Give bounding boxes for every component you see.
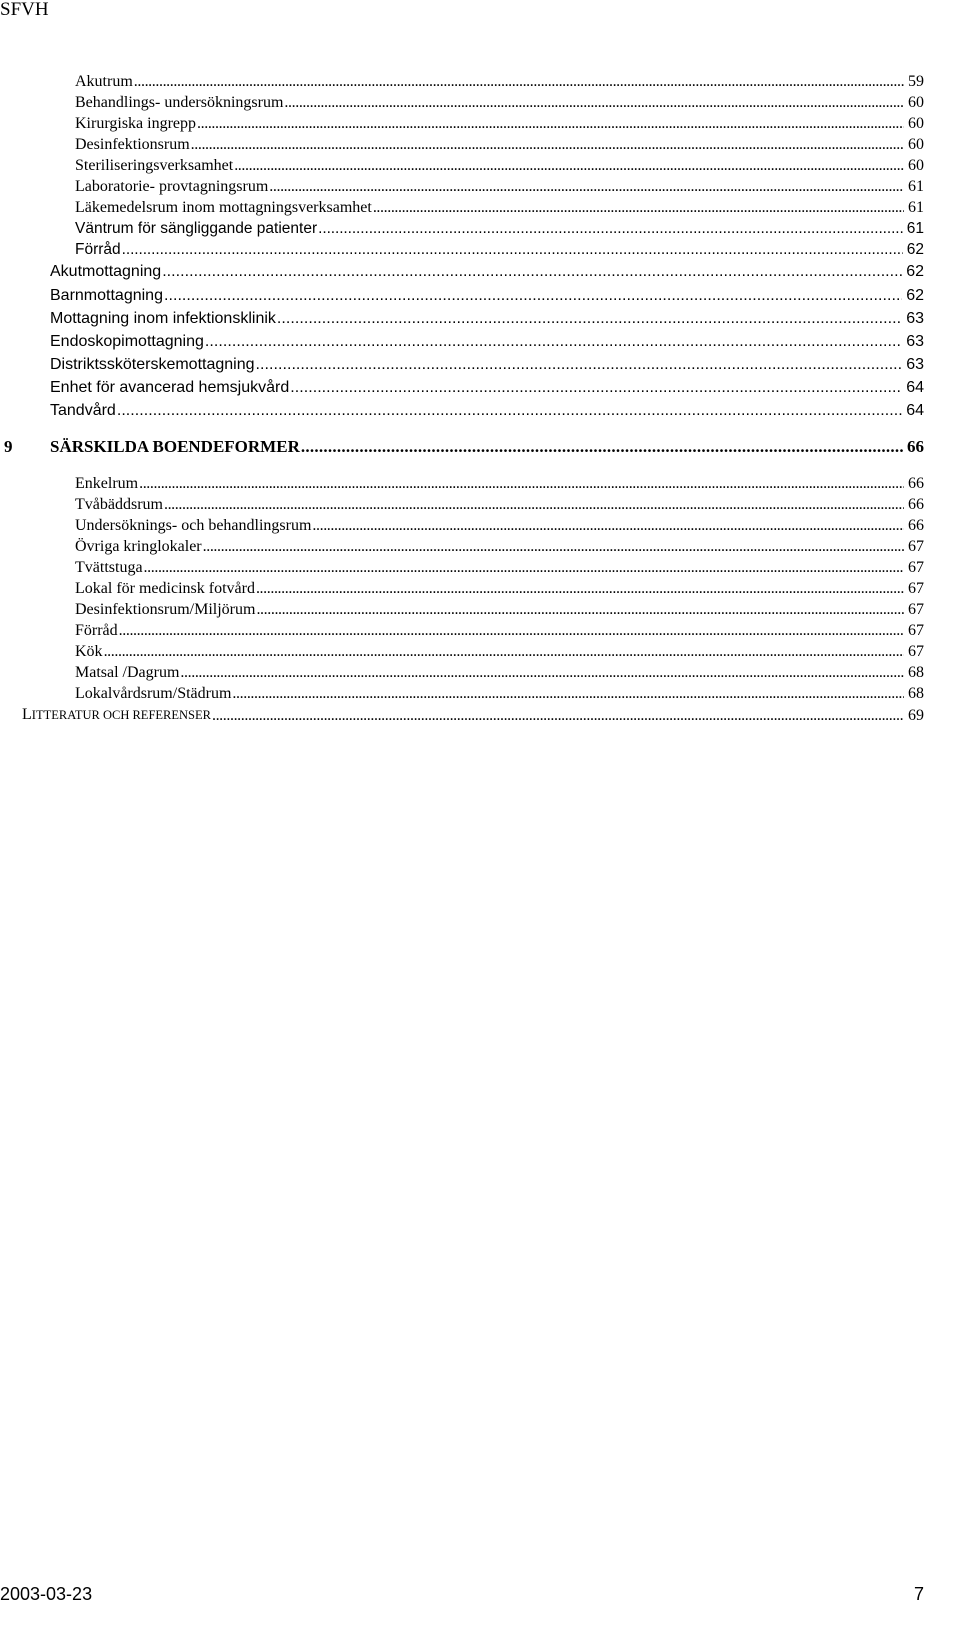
toc-entry-page: 67 [908, 538, 924, 555]
toc-leader-dots [255, 599, 904, 620]
toc-leader-dots [289, 377, 902, 399]
toc-label-rest: ITTERATUR OCH REFERENSER [31, 708, 211, 722]
toc-leader-dots [161, 261, 902, 283]
toc-entry-page: 67 [908, 622, 924, 639]
toc-entry-label [22, 704, 211, 726]
toc-entry[interactable] [75, 494, 924, 515]
toc-entry-label: Akutmottagning [50, 263, 162, 280]
toc-leader-dots [255, 578, 904, 599]
toc-entry[interactable] [75, 662, 924, 683]
toc-entry[interactable] [75, 473, 924, 494]
toc-entry-label: Desinfektionsrum/Miljörum [75, 601, 256, 618]
toc-leader-dots [276, 308, 902, 330]
toc-entry[interactable] [75, 536, 924, 557]
toc-entry-label: Distriktssköterskemottagning [50, 356, 255, 373]
toc-entry-label: Endoskopimottagning [50, 333, 204, 350]
toc-entry[interactable] [50, 354, 924, 376]
toc-entry-label: Tvåbäddsrum [75, 496, 163, 513]
toc-entry-label: Tandvård [50, 402, 116, 419]
toc-entry[interactable] [50, 400, 924, 422]
toc-entry-page: 69 [908, 707, 924, 724]
toc-leader-dots [283, 92, 904, 113]
footer-date: 2003-03-23 [0, 1584, 93, 1604]
toc-entry-label: Steriliseringsverksamhet [75, 157, 234, 174]
toc-entry[interactable] [75, 557, 924, 578]
toc-leader-dots [179, 662, 904, 683]
toc-leader-dots [190, 134, 904, 155]
toc-leader-dots [138, 473, 904, 494]
toc-leader-dots [143, 557, 904, 578]
footer-page-number: 7 [913, 1584, 924, 1604]
toc-leader-dots [133, 71, 904, 92]
toc-leader-dots [163, 285, 902, 307]
toc-label-initial: L [22, 706, 32, 723]
toc-entry[interactable] [75, 134, 924, 155]
toc-entry-label: Förråd [75, 622, 118, 639]
toc-entry-page: 64 [906, 402, 924, 419]
toc-chapter-label [4, 436, 300, 458]
toc-leader-dots [255, 354, 903, 376]
toc-entry-page: 61 [908, 199, 924, 216]
toc-entry-page: 60 [908, 115, 924, 132]
toc-leader-dots [116, 400, 902, 422]
toc-entry-page: 59 [908, 73, 924, 90]
toc-entry[interactable] [75, 683, 924, 704]
toc-entry[interactable] [75, 113, 924, 134]
toc-entry[interactable] [75, 620, 924, 641]
toc-leader-dots [196, 113, 904, 134]
toc-entry-label: Mottagning inom infektionsklinik [50, 310, 276, 327]
toc-entry-page: 62 [906, 263, 924, 280]
toc-entry-page: 60 [908, 94, 924, 111]
toc-chapter-heading[interactable] [4, 436, 924, 458]
toc-entry[interactable] [75, 239, 924, 260]
toc-entry-page: 67 [908, 601, 924, 618]
toc-entry-label: Övriga kringlokaler [75, 538, 202, 555]
toc-entry-page: 67 [908, 643, 924, 660]
toc-entry[interactable] [75, 176, 924, 197]
toc-entry-label: Laboratorie- provtagningsrum [75, 178, 269, 195]
toc-entry-page: 66 [908, 517, 924, 534]
toc-entry-label: Undersöknings- och behandlingsrum [75, 517, 312, 534]
toc-entry-page: 68 [908, 664, 924, 681]
toc-entry-page: 66 [908, 496, 924, 513]
toc-entry-page: 61 [908, 178, 924, 195]
toc-entry-page: 60 [908, 136, 924, 153]
toc-entry[interactable] [75, 71, 924, 92]
toc-entry-page: 68 [908, 685, 924, 702]
toc-chapter-number: 9 [4, 437, 13, 456]
toc-entry-page: 67 [908, 559, 924, 576]
toc-entry-page: 62 [906, 241, 924, 258]
toc-entry[interactable] [75, 641, 924, 662]
toc-entry-label: Akutrum [75, 73, 133, 90]
toc-entry-label: Enkelrum [75, 475, 139, 492]
toc-entry-label: Tvättstuga [75, 559, 143, 576]
toc-entry-page: 66 [908, 475, 924, 492]
toc-leader-dots [204, 331, 902, 353]
toc-entry[interactable] [50, 261, 924, 283]
toc-entry[interactable] [50, 331, 924, 353]
toc-entry[interactable] [75, 599, 924, 620]
toc-leader-dots [103, 641, 904, 662]
toc-leader-dots [372, 197, 904, 218]
toc-entry-page: 61 [906, 220, 924, 237]
toc-entry[interactable] [50, 308, 924, 330]
toc-entry[interactable] [75, 92, 924, 113]
toc-entry-page: 63 [906, 356, 924, 373]
toc-entry-label: Desinfektionsrum [75, 136, 190, 153]
toc-entry-label: Förråd [75, 241, 121, 258]
toc-entry-label: Enhet för avancerad hemsjukvård [50, 379, 290, 396]
toc-leader-dots [211, 705, 904, 726]
toc-entry-page: 63 [906, 333, 924, 350]
toc-entry-page: 66 [907, 437, 924, 456]
toc-leader-dots [268, 176, 904, 197]
toc-entry-label: Kök [75, 643, 103, 660]
toc-entry[interactable] [50, 377, 924, 399]
toc-entry-page: 60 [908, 157, 924, 174]
toc-leader-dots [163, 494, 904, 515]
table-of-contents [0, 0, 960, 760]
toc-entry-label: Matsal /Dagrum [75, 664, 180, 681]
toc-entry[interactable] [75, 155, 924, 176]
document-header: SFVH [0, 0, 49, 20]
toc-references-entry[interactable] [22, 705, 924, 726]
toc-entry-page: 62 [906, 287, 924, 304]
toc-entry[interactable] [75, 515, 924, 536]
toc-entry[interactable] [75, 197, 924, 218]
toc-entry-page: 64 [906, 379, 924, 396]
toc-leader-dots [121, 239, 903, 260]
toc-leader-dots [300, 436, 903, 458]
toc-entry-label: Väntrum för sängliggande patienter [75, 220, 318, 237]
toc-entry-label: Barnmottagning [50, 287, 163, 304]
toc-entry-label: Kirurgiska ingrepp [75, 115, 197, 132]
toc-leader-dots [317, 218, 903, 239]
toc-entry-label: Lokal för medicinsk fotvård [75, 580, 255, 597]
toc-entry-page: 67 [908, 580, 924, 597]
toc-chapter-title: SÄRSKILDA BOENDEFORMER [50, 437, 300, 456]
toc-leader-dots [231, 683, 904, 704]
toc-entry-page: 63 [906, 310, 924, 327]
toc-leader-dots [233, 155, 904, 176]
toc-entry-label: Behandlings- undersökningsrum [75, 94, 284, 111]
toc-entry[interactable] [50, 285, 924, 307]
toc-entry[interactable] [75, 578, 924, 599]
toc-entry-label: Läkemedelsrum inom mottagningsverksamhet [75, 199, 372, 216]
toc-leader-dots [311, 515, 904, 536]
toc-entry-label: Lokalvårdsrum/Städrum [75, 685, 232, 702]
toc-leader-dots [118, 620, 904, 641]
toc-entry[interactable] [75, 218, 924, 239]
toc-leader-dots [202, 536, 904, 557]
